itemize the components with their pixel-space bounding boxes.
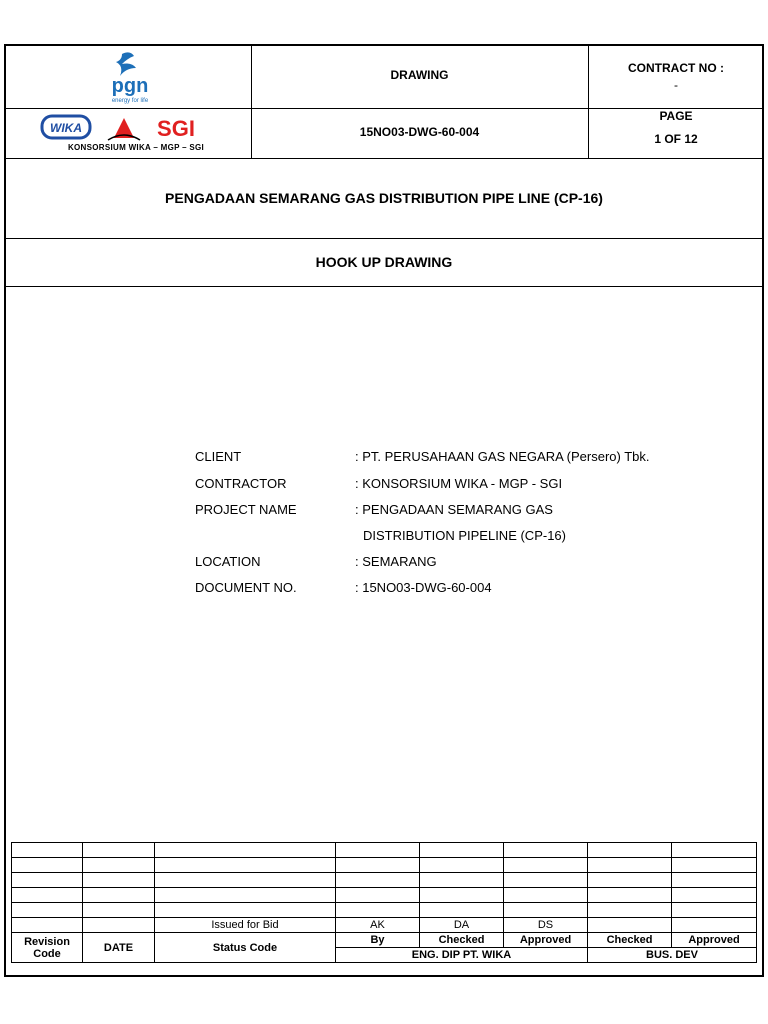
approved2-header: Approved [672, 933, 757, 948]
table-row [12, 903, 757, 918]
contractor-value: : KONSORSIUM WIKA - MGP - SGI [355, 476, 563, 491]
title-divider [6, 238, 762, 239]
revision-code-header: Revision Code [12, 933, 83, 963]
document-no-label: DOCUMENT NO. [195, 580, 297, 595]
contract-value: - [674, 78, 678, 92]
client-label: CLIENT [195, 449, 242, 464]
eng-group-header: ENG. DIP PT. WIKA [336, 948, 588, 963]
bus-group-header: BUS. DEV [588, 948, 757, 963]
page-label: PAGE [659, 109, 693, 123]
issued-by: AK [336, 918, 420, 933]
page-value: 1 OF 12 [654, 132, 698, 146]
pgn-logo-text: pgn [111, 75, 149, 97]
status-code-header: Status Code [155, 933, 336, 963]
project-name-value-2: DISTRIBUTION PIPELINE (CP-16) [363, 528, 566, 543]
by-header: By [336, 933, 420, 948]
issued-row [12, 918, 757, 933]
project-name-label: PROJECT NAME [195, 502, 297, 517]
table-row [12, 858, 757, 873]
checked2-header: Checked [588, 933, 672, 948]
contract-label: CONTRACT NO : [628, 61, 724, 75]
location-value: : SEMARANG [355, 554, 437, 569]
drawing-label: DRAWING [390, 68, 449, 82]
contractor-label: CONTRACTOR [195, 476, 287, 491]
header-vline-1 [251, 46, 252, 158]
date-header: DATE [83, 933, 155, 963]
pgn-logo [100, 50, 160, 104]
location-label: LOCATION [195, 554, 261, 569]
pgn-tagline: energy for life [111, 98, 149, 104]
project-name-value: : PENGADAAN SEMARANG GAS [355, 502, 553, 517]
client-value: : PT. PERUSAHAAN GAS NEGARA (Persero) Tbk. [355, 449, 650, 464]
checked-header: Checked [420, 933, 504, 948]
subtitle-divider [6, 286, 762, 287]
table-row [12, 888, 757, 903]
issued-checked: DA [420, 918, 504, 933]
drawing-title: HOOK UP DRAWING [315, 254, 453, 270]
issued-status: Issued for Bid [155, 918, 336, 933]
header-row [12, 933, 757, 948]
header-vline-2 [588, 46, 589, 158]
sgi-logo-text: SGI [157, 116, 195, 141]
project-title: PENGADAAN SEMARANG GAS DISTRIBUTION PIPE LINE (CP-16) [165, 190, 603, 206]
table-row [12, 843, 757, 858]
wika-logo-text: WIKA [50, 121, 82, 135]
document-number: 15NO03-DWG-60-004 [359, 125, 480, 139]
revision-table [11, 842, 757, 963]
approved-header: Approved [504, 933, 588, 948]
issued-approved: DS [504, 918, 588, 933]
consortium-label: KONSORSIUM WIKA – MGP – SGI [67, 143, 205, 152]
header-divider-2 [6, 158, 762, 159]
document-no-value: : 15NO03-DWG-60-004 [355, 580, 492, 595]
table-row [12, 873, 757, 888]
